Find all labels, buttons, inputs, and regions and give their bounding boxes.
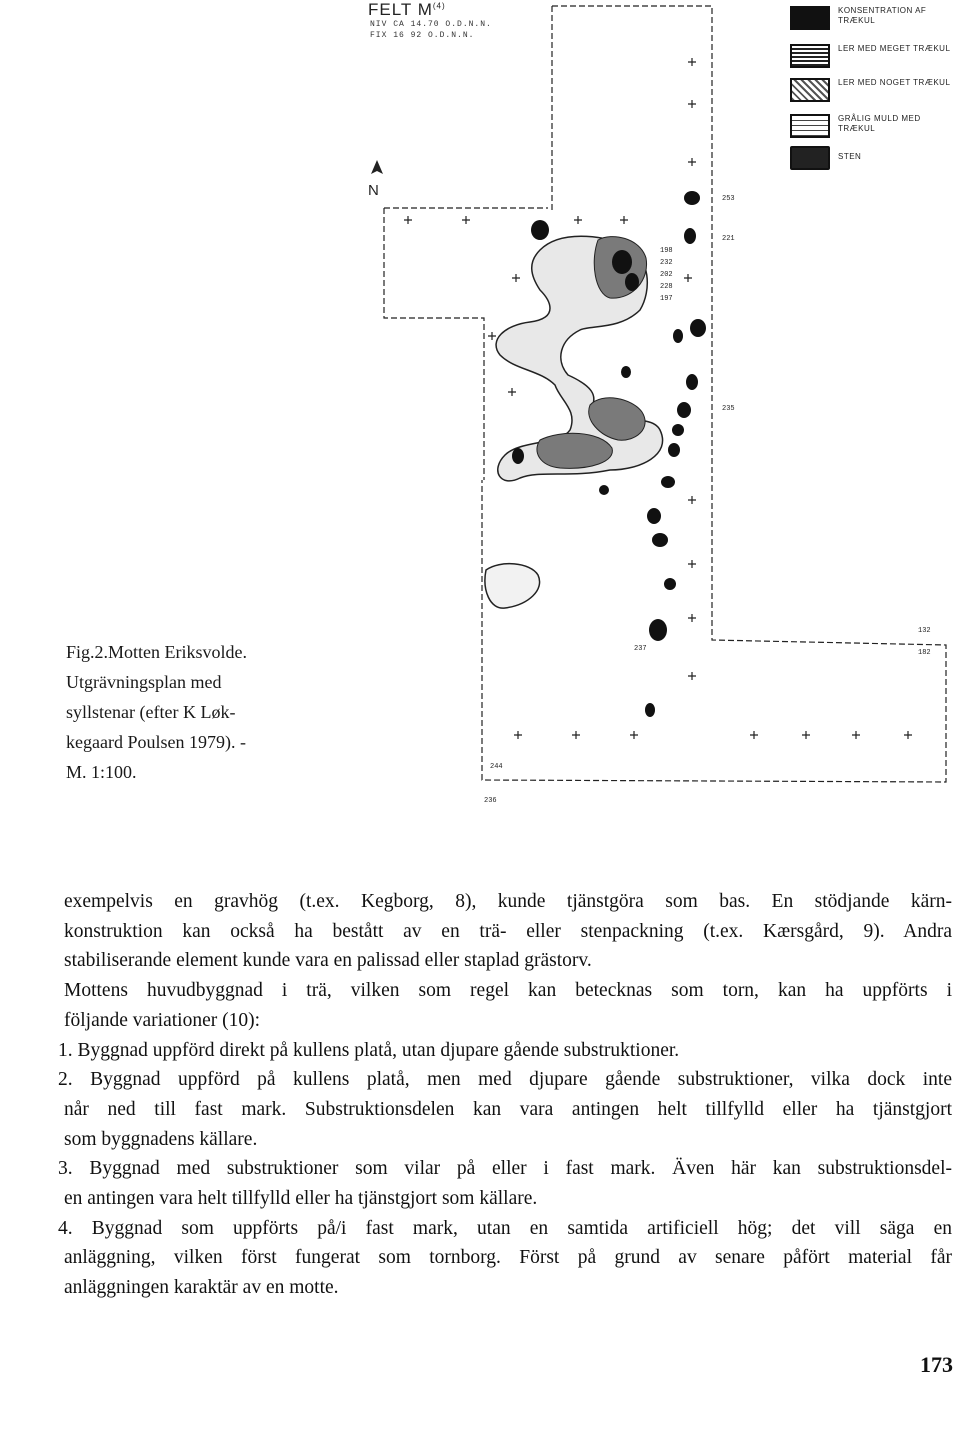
page-number: 173: [920, 1352, 953, 1377]
svg-text:253: 253: [722, 195, 735, 203]
svg-text:221: 221: [722, 235, 735, 243]
caption-line: M. 1:100.: [66, 762, 137, 782]
text-line: konstruktion kan också ha bestått av en trä- eller stenpackning (t.ex. Kærsgård, 9). Andra: [64, 920, 952, 942]
legend-label: KONSENTRATION AF TRÆKUL: [838, 6, 927, 25]
north-label: N: [368, 182, 379, 199]
svg-text:228: 228: [660, 283, 673, 291]
legend-label: LER MED MEGET TRÆKUL: [838, 44, 951, 53]
figure-caption: [66, 637, 276, 787]
list-item: 3. Byggnad med substruktioner som vilar på eller i fast mark. Även här kan substruktionsdel- en antingen vara helt tillfylld eller ha tjänstgjort som källare.: [58, 1158, 952, 1210]
svg-text:132: 132: [918, 627, 931, 635]
svg-text:237: 237: [634, 645, 647, 653]
svg-text:197: 197: [660, 295, 673, 303]
text-line: följande variationer (10):: [64, 1009, 260, 1031]
svg-text:236: 236: [484, 797, 497, 805]
svg-text:235: 235: [722, 405, 735, 413]
caption-line: kegaard Poulsen 1979). -: [66, 732, 246, 752]
text-line: Mottens huvudbyggnad i trä, vilken som regel kan betecknas som torn, kan ha uppförts i: [64, 980, 952, 1002]
svg-text:202: 202: [660, 271, 673, 279]
legend-label: STEN: [838, 152, 862, 161]
body-text: [58, 887, 952, 1303]
text-line: stabiliserande element kunde vara en palissad eller staplad grästorv.: [64, 950, 592, 972]
svg-text:232: 232: [660, 259, 673, 267]
legend-label: LER MED NOGET TRÆKUL: [838, 78, 951, 87]
svg-text:244: 244: [490, 763, 503, 771]
list-item: 2. Byggnad uppförd på kullens platå, men med djupare gående substruktioner, vilka dock inte når ned till fast mark. Substruktionsdelen kan vara antingen helt tillfylld eller ha tjänstgjort som byggnadens källare.: [58, 1069, 952, 1150]
svg-text:198: 198: [660, 247, 673, 255]
figure-subtitle-2: FIX 16 92 O.D.N.N.: [370, 31, 475, 40]
text-line: exempelvis en gravhög (t.ex. Kegborg, 8), kunde tjänstgöra som bas. En stödjande kärn-: [64, 891, 952, 912]
caption-line: Fig.2.Motten Eriksvolde.: [66, 642, 247, 662]
caption-line: syllstenar (efter K Løk-: [66, 702, 236, 722]
list-item: 1. Byggnad uppförd direkt på kullens platå, utan djupare gående substruktioner.: [58, 1039, 680, 1061]
figure-subtitle-1: NIV CA 14.70 O.D.N.N.: [370, 20, 492, 29]
caption-line: Utgrävningsplan med: [66, 672, 222, 692]
list-item: 4. Byggnad som uppförts på/i fast mark, utan en samtida artificiell hög; det vill säga en anläggning, vilken först fungerat som tornborg. Först på grund av senare påfört material får anläggningen karaktär av en motte.: [58, 1217, 952, 1299]
svg-text:182: 182: [918, 649, 931, 657]
figure-title: FELT $M^{(4)}$: [368, 0, 446, 19]
legend-label: GRÅLIG MULD MED TRÆKUL: [838, 114, 921, 133]
